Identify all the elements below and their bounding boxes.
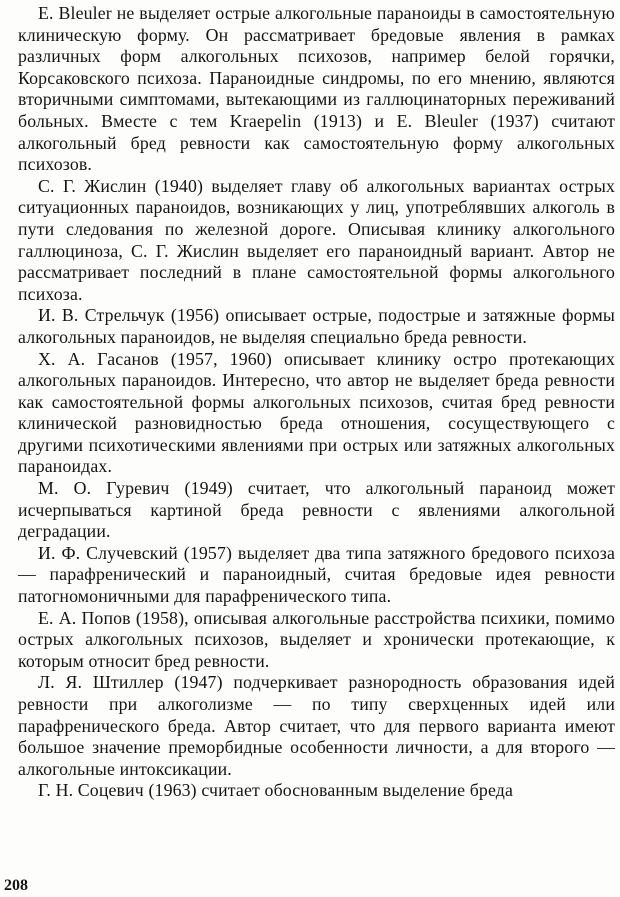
paragraph-bleuler: E. Bleuler не выделяет острые алкогольные параноиды в самостоятельную клиническую форму. Он рассматривает бредовые явления в рамках различных форм алкогольных психозов, например белой горячки, Корсаковского психоза. Параноидные синдромы, по его мнению, являются вторичными симптомами, вытекающими из галлюцинаторных переживаний больных. Вместе с тем Kraepelin (1913) и E. Bleuler (1937) считают алкогольный бред ревности как самостоятельную форму алкогольных психозов. [18,3,615,175]
paragraph-strelchuk: И. В. Стрельчук (1956) описывает острые, подострые и затяжные формы алкогольных параноидов, не выделяя специально бреда ревности. [18,305,615,347]
paragraph-zhislin: С. Г. Жислин (1940) выделяет главу об алкогольных вариантах острых ситуационных параноидов, возникающих у лиц, употреблявших алкоголь в пути следования по железной дороге. Описывая клинику алкогольного галлюциноза, С. Г. Жислин выделяет его параноидный вариант. Автор не рассматривает последний в плане самостоятельной формы алкогольного психоза. [18,175,615,304]
paragraph-sotsevich: Г. Н. Соцевич (1963) считает обоснованным выделение бреда [38,780,513,801]
paragraph-gurevich: М. О. Гуревич (1949) считает, что алкогольный параноид может исчерпываться картиной бреда ревности с явлениями алкогольной деградации. [18,478,615,542]
page-number: 208 [4,877,28,894]
body-text [18,3,615,802]
paragraph-shtiller: Л. Я. Штиллер (1947) подчеркивает разнородность образования идей ревности при алкоголизме — по типу сверхценных идей или парафренического бреда. Автор считает, что для первого варианта имеют большое значение преморбидные особенности личности, а для второго — алкогольные интоксикации. [18,672,615,779]
paragraph-popov: Е. А. Попов (1958), описывая алкогольные расстройства психики, помимо острых алкогольных психозов, выделяет и хронически протекающие, к которым относит бред ревности. [18,607,615,671]
paragraph-gasanov: Х. А. Гасанов (1957, 1960) описывает клинику остро протекающих алкогольных параноидов. Интересно, что автор не выделяет бреда ревности как самостоятельной формы алкогольных психозов, считая бред ревности клинической разновидностью бреда отношения, сосуществующего с другими психотическими явлениями при острых или затяжных алкогольных параноидах. [18,348,615,477]
paragraph-sluchevsky: И. Ф. Случевский (1957) выделяет два типа затяжного бредового психоза — парафренический и параноидный, считая бредовые идея ревности патогномоничными для парафренического типа. [18,542,615,607]
